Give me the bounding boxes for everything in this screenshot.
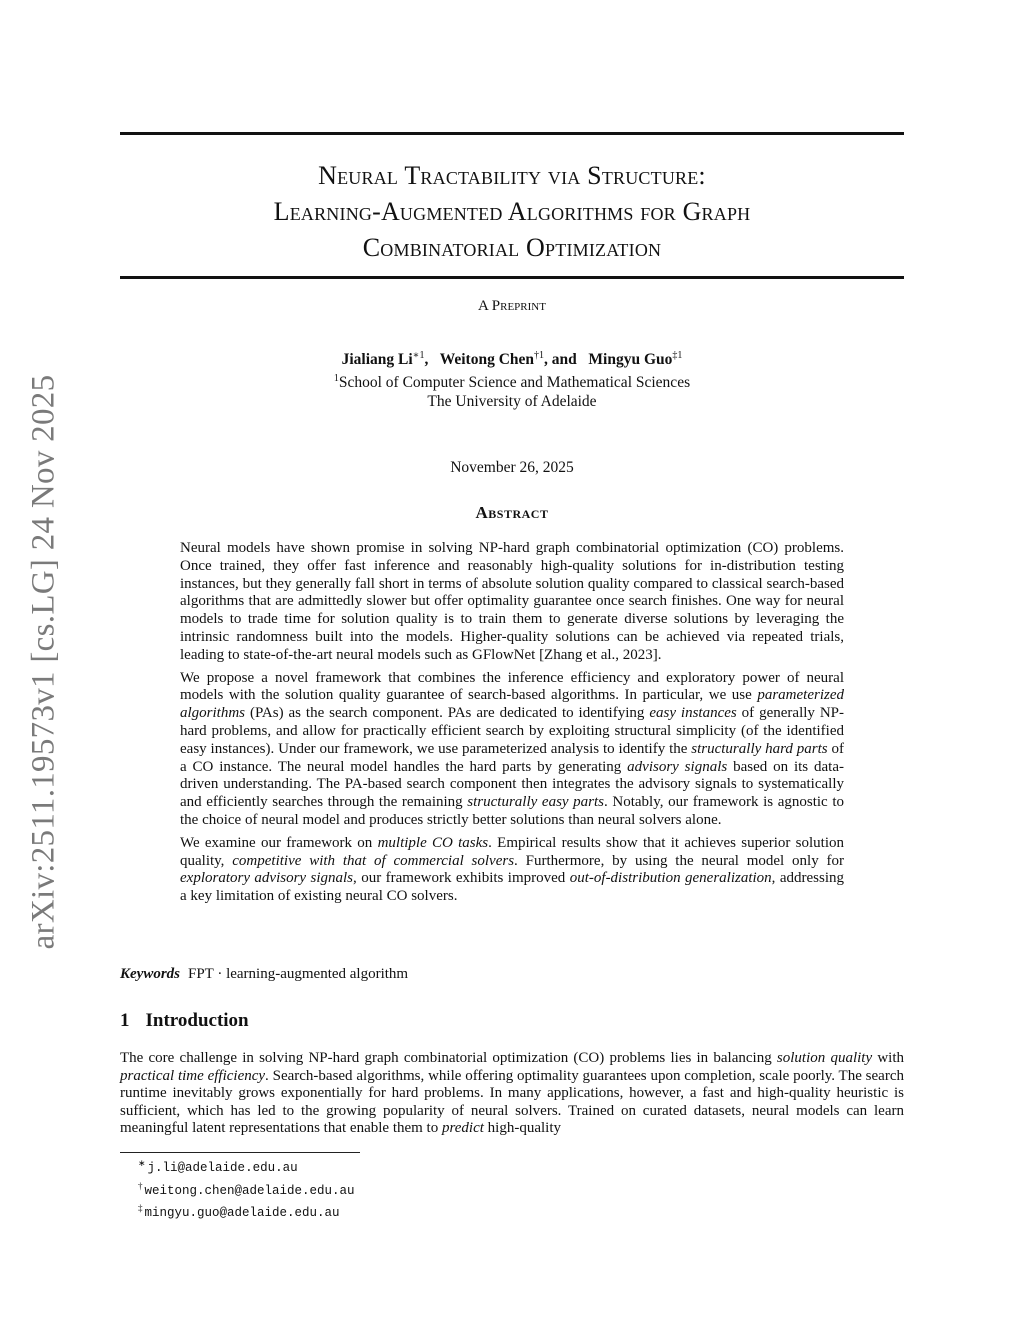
arxiv-identifier: arXiv:2511.19573v1 [cs.LG] 24 Nov 2025 — [25, 374, 62, 950]
abstract-heading: Abstract — [475, 503, 549, 522]
abstract-paragraph — [180, 835, 844, 906]
author-names — [120, 346, 904, 369]
emphasis: parameterized algorithms — [180, 687, 844, 722]
text-run: . Furthermore, by using the neural model only for — [514, 852, 844, 869]
emphasis: structurally easy parts — [467, 794, 605, 811]
emphasis: exploratory advisory signals — [180, 870, 354, 887]
paper-title — [120, 158, 904, 266]
emphasis: competitive with that of commercial solvers — [232, 852, 515, 869]
author-separator: , and — [544, 351, 577, 369]
text-run: . Notably, our framework is agnostic to the choice of neural model and produces strictly better solutions than neural solvers alone. — [180, 794, 844, 828]
author-name: Mingyu Guo — [588, 351, 673, 369]
footnote-mark: ∗ — [138, 1158, 146, 1168]
footnote-divider — [120, 1152, 360, 1153]
keywords-label: Keywords — [120, 966, 180, 982]
author-mark: †1 — [534, 350, 545, 361]
title-line-2: Learning-Augmented Algorithms for Graph — [273, 197, 751, 226]
intro-body — [120, 1050, 904, 1138]
text-run: The core challenge in solving NP-hard graph combinatorial optimization (CO) problems lies in balancing — [120, 1050, 777, 1066]
author-mark: ‡1 — [672, 350, 683, 361]
emphasis: predict — [441, 1120, 484, 1137]
footnote-item — [138, 1178, 355, 1201]
text-run: with — [872, 1050, 905, 1066]
footnote-item — [138, 1200, 355, 1223]
text-run: We examine our framework on — [180, 834, 378, 851]
text-run: , our framework exhibits improved — [353, 870, 570, 887]
emphasis: solution quality — [776, 1050, 873, 1066]
title-top-rule — [120, 132, 904, 135]
emphasis: multiple CO tasks — [377, 834, 489, 851]
footnote-item — [138, 1155, 355, 1178]
text-run: . Search-based algorithms, while offering optimality guarantees upon completion, scale poorly. The search runtime inevitably grows exponentially for hard problems. In many applications, however, a fast and high-quality heuristic is sufficient, which has led to the growing popularity of neural solvers. Trained on curated datasets, neural models can learn meaningful latent representations that enable them to — [120, 1067, 904, 1137]
emphasis: structurally hard parts — [691, 740, 828, 757]
institution: The University of Adelaide — [427, 393, 597, 411]
emphasis: out-of-distribution generalization — [569, 870, 772, 887]
title-bottom-rule — [120, 276, 904, 279]
author-separator: , — [424, 351, 429, 369]
text-run: . Empirical results show that it achieves superior solution quality, — [180, 834, 845, 869]
footnotes — [138, 1155, 355, 1223]
emphasis: easy instances — [649, 705, 737, 722]
title-line-1: Neural Tractability via Structure: — [318, 161, 706, 190]
affiliation-mark: 1 — [333, 373, 339, 385]
text-run: We propose a novel framework that combines the inference efficiency and exploratory power of neural models with the solution quality guarantee of search-based algorithms. In particular, we use — [180, 669, 844, 704]
section-heading — [120, 1010, 249, 1032]
keywords-value: FPT · learning-augmented algorithm — [188, 966, 409, 982]
footnote-mark: ‡ — [138, 1203, 143, 1214]
author-block — [120, 346, 904, 411]
text-run: , addressing a key limitation of existing neural CO solvers. — [180, 870, 845, 905]
abstract-paragraph — [180, 670, 844, 830]
section-title: Introduction — [145, 1010, 249, 1031]
preprint-label: A Preprint — [478, 298, 546, 314]
footnote-mark: † — [138, 1180, 143, 1191]
section-number: 1 — [120, 1010, 130, 1031]
keywords — [120, 966, 408, 983]
author-name: Weitong Chen — [439, 351, 535, 369]
footnote-email[interactable]: mingyu.guo@adelaide.edu.au — [144, 1206, 340, 1221]
author-name: Jialiang Li — [341, 351, 413, 369]
abstract-paragraph: Neural models have shown promise in solving NP-hard graph combinatorial optimization (CO) problems. Once trained, they offer fast inference and reasonably high-quality solutions for in-distribution testing instances, but they generally fall short in terms of absolute solution quality compared to classical search-based algorithms that are admittedly slower but offer optimality guarantee once search finishes. One way for neural models to trade time for solution quality is to train them to generate diverse solutions by leveraging the intrinsic randomness built into the models. Higher-quality solutions can be achieved via repeated trials, leading to state-of-the-art neural models such as GFlowNet [Zhang et al., 2023]. — [180, 540, 844, 663]
text-run: (PAs) as the search component. PAs are dedicated to identifying — [245, 705, 650, 722]
footnote-email[interactable]: j.li@adelaide.edu.au — [147, 1161, 298, 1176]
emphasis: practical time efficiency — [120, 1067, 266, 1084]
publication-date: November 26, 2025 — [450, 459, 574, 476]
author-mark: ∗1 — [412, 350, 425, 361]
affiliation — [120, 369, 904, 392]
text-run: of generally NP-hard problems, and allow for practically efficient search by exploiting structural simplicity (of the identified easy instances). Under our framework, we use parameterized analysis to identify the — [180, 705, 845, 757]
emphasis: advisory signals — [627, 758, 728, 775]
title-line-3: Combinatorial Optimization — [362, 233, 662, 262]
text-run: of a CO instance. The neural model handles the hard parts by generating — [180, 740, 845, 775]
abstract-body — [180, 540, 844, 911]
intro-paragraph — [120, 1050, 904, 1138]
text-run: high-quality — [483, 1120, 561, 1137]
affiliation-text: School of Computer Science and Mathematical Sciences — [338, 374, 691, 392]
text-run: based on its data-driven understanding. The PA-based search component then integrates the advisory signals to systematically and efficiently searches through the remaining — [180, 758, 844, 811]
footnote-email[interactable]: weitong.chen@adelaide.edu.au — [144, 1183, 355, 1198]
